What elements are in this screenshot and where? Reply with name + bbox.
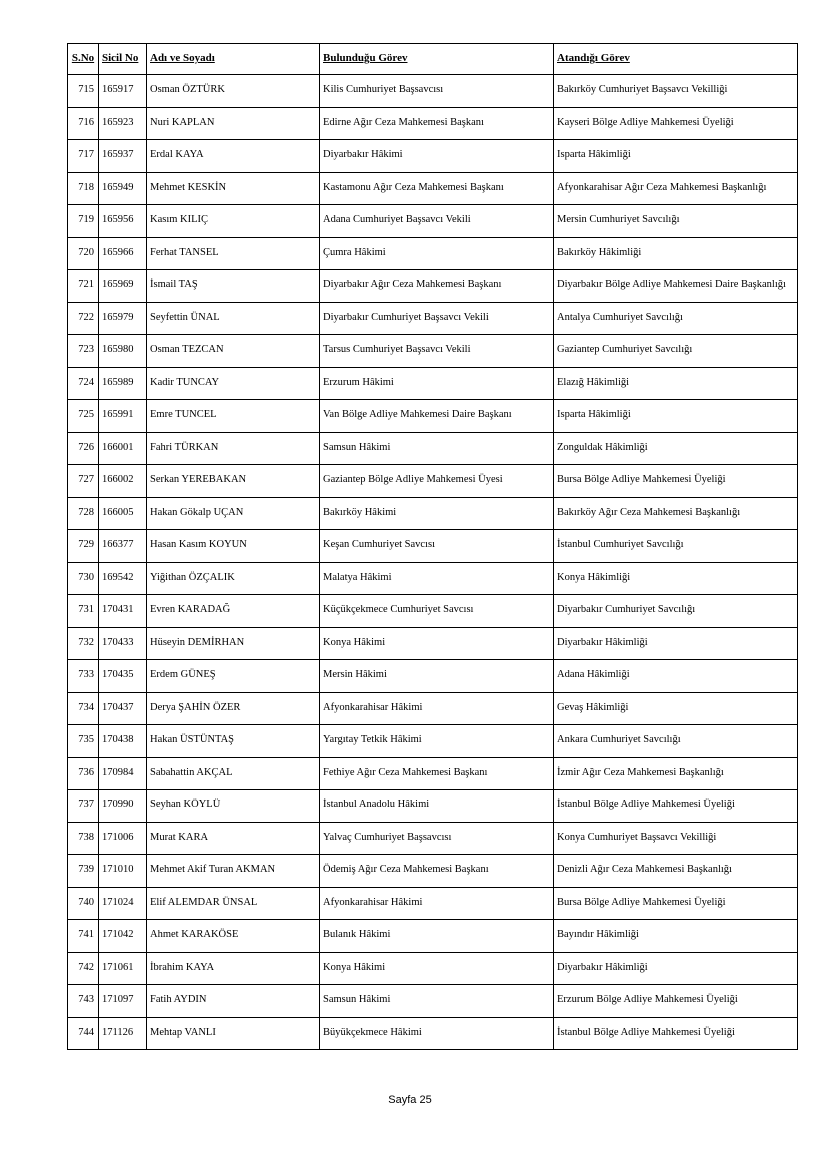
cell-sno: 732 xyxy=(68,627,99,660)
cell-name: Erdem GÜNEŞ xyxy=(147,660,320,693)
cell-assigned-position: İstanbul Bölge Adliye Mahkemesi Üyeliği xyxy=(554,1017,798,1050)
cell-assigned-position: Antalya Cumhuriyet Savcılığı xyxy=(554,302,798,335)
cell-name: Emre TUNCEL xyxy=(147,400,320,433)
cell-sno: 741 xyxy=(68,920,99,953)
table-row xyxy=(68,530,798,563)
cell-sno: 725 xyxy=(68,400,99,433)
cell-assigned-position: Mersin Cumhuriyet Savcılığı xyxy=(554,205,798,238)
cell-current-position: Kastamonu Ağır Ceza Mahkemesi Başkanı xyxy=(320,172,554,205)
header-row xyxy=(68,44,798,75)
cell-assigned-position: Bakırköy Ağır Ceza Mahkemesi Başkanlığı xyxy=(554,497,798,530)
cell-assigned-position: Adana Hâkimliği xyxy=(554,660,798,693)
cell-sicil-no: 170438 xyxy=(99,725,147,758)
cell-sno: 719 xyxy=(68,205,99,238)
table-row xyxy=(68,1017,798,1050)
cell-sno: 738 xyxy=(68,822,99,855)
cell-name: Mehtap VANLI xyxy=(147,1017,320,1050)
table-row xyxy=(68,692,798,725)
cell-sicil-no: 165956 xyxy=(99,205,147,238)
cell-name: Murat KARA xyxy=(147,822,320,855)
cell-sicil-no: 166005 xyxy=(99,497,147,530)
cell-assigned-position: Konya Hâkimliği xyxy=(554,562,798,595)
cell-current-position: Küçükçekmece Cumhuriyet Savcısı xyxy=(320,595,554,628)
cell-name: Elif ALEMDAR ÜNSAL xyxy=(147,887,320,920)
cell-name: Fahri TÜRKAN xyxy=(147,432,320,465)
cell-name: İbrahim KAYA xyxy=(147,952,320,985)
cell-assigned-position: Ankara Cumhuriyet Savcılığı xyxy=(554,725,798,758)
table-row xyxy=(68,140,798,173)
cell-sicil-no: 169542 xyxy=(99,562,147,595)
cell-sno: 727 xyxy=(68,465,99,498)
cell-sicil-no: 166377 xyxy=(99,530,147,563)
cell-sicil-no: 165937 xyxy=(99,140,147,173)
cell-current-position: Afyonkarahisar Hâkimi xyxy=(320,692,554,725)
cell-sicil-no: 171006 xyxy=(99,822,147,855)
cell-sicil-no: 171126 xyxy=(99,1017,147,1050)
cell-current-position: Yargıtay Tetkik Hâkimi xyxy=(320,725,554,758)
cell-assigned-position: Bakırköy Cumhuriyet Başsavcı Vekilliği xyxy=(554,75,798,108)
cell-sicil-no: 171061 xyxy=(99,952,147,985)
cell-assigned-position: Diyarbakır Bölge Adliye Mahkemesi Daire Başkanlığı xyxy=(554,270,798,303)
cell-assigned-position: Erzurum Bölge Adliye Mahkemesi Üyeliği xyxy=(554,985,798,1018)
cell-sicil-no: 170433 xyxy=(99,627,147,660)
cell-assigned-position: İzmir Ağır Ceza Mahkemesi Başkanlığı xyxy=(554,757,798,790)
cell-sno: 728 xyxy=(68,497,99,530)
header-current-position: Bulunduğu Görev xyxy=(320,44,554,75)
cell-name: Mehmet Akif Turan AKMAN xyxy=(147,855,320,888)
cell-sno: 724 xyxy=(68,367,99,400)
table-row xyxy=(68,270,798,303)
cell-sno: 740 xyxy=(68,887,99,920)
table-row xyxy=(68,920,798,953)
cell-sno: 723 xyxy=(68,335,99,368)
table-row xyxy=(68,627,798,660)
cell-assigned-position: Gaziantep Cumhuriyet Savcılığı xyxy=(554,335,798,368)
cell-name: Derya ŞAHİN ÖZER xyxy=(147,692,320,725)
table-header xyxy=(68,44,798,75)
cell-sno: 729 xyxy=(68,530,99,563)
cell-name: Osman ÖZTÜRK xyxy=(147,75,320,108)
cell-sicil-no: 166001 xyxy=(99,432,147,465)
cell-current-position: Diyarbakır Cumhuriyet Başsavcı Vekili xyxy=(320,302,554,335)
cell-assigned-position: İstanbul Bölge Adliye Mahkemesi Üyeliği xyxy=(554,790,798,823)
header-sno: S.No xyxy=(68,44,99,75)
cell-name: Ahmet KARAKÖSE xyxy=(147,920,320,953)
cell-current-position: Adana Cumhuriyet Başsavcı Vekili xyxy=(320,205,554,238)
cell-current-position: Van Bölge Adliye Mahkemesi Daire Başkanı xyxy=(320,400,554,433)
cell-name: Osman TEZCAN xyxy=(147,335,320,368)
cell-current-position: Kilis Cumhuriyet Başsavcısı xyxy=(320,75,554,108)
cell-name: Hasan Kasım KOYUN xyxy=(147,530,320,563)
cell-name: Sabahattin AKÇAL xyxy=(147,757,320,790)
cell-current-position: Diyarbakır Hâkimi xyxy=(320,140,554,173)
cell-current-position: Tarsus Cumhuriyet Başsavcı Vekili xyxy=(320,335,554,368)
cell-sicil-no: 171042 xyxy=(99,920,147,953)
table-row xyxy=(68,237,798,270)
table-row xyxy=(68,562,798,595)
cell-name: Nuri KAPLAN xyxy=(147,107,320,140)
cell-sno: 737 xyxy=(68,790,99,823)
cell-sicil-no: 165966 xyxy=(99,237,147,270)
cell-current-position: Ödemiş Ağır Ceza Mahkemesi Başkanı xyxy=(320,855,554,888)
table-row xyxy=(68,985,798,1018)
cell-sno: 731 xyxy=(68,595,99,628)
cell-current-position: Konya Hâkimi xyxy=(320,952,554,985)
cell-current-position: Mersin Hâkimi xyxy=(320,660,554,693)
cell-name: Hüseyin DEMİRHAN xyxy=(147,627,320,660)
cell-assigned-position: Kayseri Bölge Adliye Mahkemesi Üyeliği xyxy=(554,107,798,140)
cell-assigned-position: Denizli Ağır Ceza Mahkemesi Başkanlığı xyxy=(554,855,798,888)
cell-name: Erdal KAYA xyxy=(147,140,320,173)
cell-sicil-no: 165979 xyxy=(99,302,147,335)
cell-sno: 734 xyxy=(68,692,99,725)
cell-sno: 726 xyxy=(68,432,99,465)
cell-name: Hakan ÜSTÜNTAŞ xyxy=(147,725,320,758)
cell-sicil-no: 171024 xyxy=(99,887,147,920)
cell-current-position: Yalvaç Cumhuriyet Başsavcısı xyxy=(320,822,554,855)
cell-name: Evren KARADAĞ xyxy=(147,595,320,628)
table-row xyxy=(68,887,798,920)
cell-current-position: Bulanık Hâkimi xyxy=(320,920,554,953)
cell-sno: 721 xyxy=(68,270,99,303)
table-row xyxy=(68,107,798,140)
table-row xyxy=(68,205,798,238)
cell-sicil-no: 165980 xyxy=(99,335,147,368)
table-body xyxy=(68,75,798,1050)
cell-sno: 735 xyxy=(68,725,99,758)
cell-name: İsmail TAŞ xyxy=(147,270,320,303)
cell-assigned-position: Konya Cumhuriyet Başsavcı Vekilliği xyxy=(554,822,798,855)
cell-sicil-no: 170435 xyxy=(99,660,147,693)
cell-assigned-position: Zonguldak Hâkimliği xyxy=(554,432,798,465)
cell-sno: 739 xyxy=(68,855,99,888)
cell-assigned-position: Bayındır Hâkimliği xyxy=(554,920,798,953)
cell-name: Kasım KILIÇ xyxy=(147,205,320,238)
cell-assigned-position: Afyonkarahisar Ağır Ceza Mahkemesi Başkanlığı xyxy=(554,172,798,205)
table-row xyxy=(68,790,798,823)
cell-sicil-no: 171010 xyxy=(99,855,147,888)
cell-current-position: Büyükçekmece Hâkimi xyxy=(320,1017,554,1050)
table-row xyxy=(68,952,798,985)
table-row xyxy=(68,660,798,693)
cell-name: Fatih AYDIN xyxy=(147,985,320,1018)
cell-sicil-no: 171097 xyxy=(99,985,147,1018)
cell-sicil-no: 165923 xyxy=(99,107,147,140)
cell-sicil-no: 170984 xyxy=(99,757,147,790)
cell-current-position: Diyarbakır Ağır Ceza Mahkemesi Başkanı xyxy=(320,270,554,303)
cell-current-position: Samsun Hâkimi xyxy=(320,985,554,1018)
cell-sicil-no: 166002 xyxy=(99,465,147,498)
cell-name: Mehmet KESKİN xyxy=(147,172,320,205)
table-row xyxy=(68,822,798,855)
cell-name: Seyhan KÖYLÜ xyxy=(147,790,320,823)
cell-name: Yiğithan ÖZÇALIK xyxy=(147,562,320,595)
table-row xyxy=(68,367,798,400)
table-row xyxy=(68,75,798,108)
cell-assigned-position: Diyarbakır Hâkimliği xyxy=(554,952,798,985)
cell-sicil-no: 170437 xyxy=(99,692,147,725)
cell-sno: 743 xyxy=(68,985,99,1018)
cell-sicil-no: 170431 xyxy=(99,595,147,628)
cell-sno: 733 xyxy=(68,660,99,693)
table-row xyxy=(68,432,798,465)
table-row xyxy=(68,465,798,498)
cell-current-position: Afyonkarahisar Hâkimi xyxy=(320,887,554,920)
cell-sno: 736 xyxy=(68,757,99,790)
header-sicil-no: Sicil No xyxy=(99,44,147,75)
cell-sno: 716 xyxy=(68,107,99,140)
table-row xyxy=(68,497,798,530)
page-number: Sayfa 25 xyxy=(388,1094,432,1106)
cell-assigned-position: Isparta Hâkimliği xyxy=(554,140,798,173)
cell-current-position: Fethiye Ağır Ceza Mahkemesi Başkanı xyxy=(320,757,554,790)
cell-assigned-position: Elazığ Hâkimliği xyxy=(554,367,798,400)
cell-current-position: İstanbul Anadolu Hâkimi xyxy=(320,790,554,823)
cell-sno: 720 xyxy=(68,237,99,270)
cell-assigned-position: Diyarbakır Hâkimliği xyxy=(554,627,798,660)
table-row xyxy=(68,855,798,888)
cell-sicil-no: 170990 xyxy=(99,790,147,823)
table-row xyxy=(68,595,798,628)
cell-sno: 744 xyxy=(68,1017,99,1050)
cell-sno: 718 xyxy=(68,172,99,205)
table-row xyxy=(68,302,798,335)
cell-assigned-position: Gevaş Hâkimliği xyxy=(554,692,798,725)
cell-sicil-no: 165949 xyxy=(99,172,147,205)
cell-assigned-position: Bursa Bölge Adliye Mahkemesi Üyeliği xyxy=(554,465,798,498)
cell-current-position: Keşan Cumhuriyet Savcısı xyxy=(320,530,554,563)
header-name: Adı ve Soyadı xyxy=(147,44,320,75)
cell-current-position: Edirne Ağır Ceza Mahkemesi Başkanı xyxy=(320,107,554,140)
cell-name: Serkan YEREBAKAN xyxy=(147,465,320,498)
cell-current-position: Çumra Hâkimi xyxy=(320,237,554,270)
cell-assigned-position: Diyarbakır Cumhuriyet Savcılığı xyxy=(554,595,798,628)
cell-current-position: Malatya Hâkimi xyxy=(320,562,554,595)
cell-sicil-no: 165917 xyxy=(99,75,147,108)
cell-name: Kadir TUNCAY xyxy=(147,367,320,400)
table-row xyxy=(68,172,798,205)
cell-current-position: Konya Hâkimi xyxy=(320,627,554,660)
cell-sno: 730 xyxy=(68,562,99,595)
cell-sno: 715 xyxy=(68,75,99,108)
cell-sicil-no: 165989 xyxy=(99,367,147,400)
cell-sno: 742 xyxy=(68,952,99,985)
cell-sno: 722 xyxy=(68,302,99,335)
header-assigned-position: Atandığı Görev xyxy=(554,44,798,75)
cell-name: Seyfettin ÜNAL xyxy=(147,302,320,335)
appointment-table xyxy=(67,43,798,1050)
cell-current-position: Samsun Hâkimi xyxy=(320,432,554,465)
table-row xyxy=(68,400,798,433)
cell-current-position: Gaziantep Bölge Adliye Mahkemesi Üyesi xyxy=(320,465,554,498)
cell-current-position: Erzurum Hâkimi xyxy=(320,367,554,400)
cell-sicil-no: 165969 xyxy=(99,270,147,303)
cell-assigned-position: Isparta Hâkimliği xyxy=(554,400,798,433)
cell-current-position: Bakırköy Hâkimi xyxy=(320,497,554,530)
cell-name: Hakan Gökalp UÇAN xyxy=(147,497,320,530)
cell-name: Ferhat TANSEL xyxy=(147,237,320,270)
cell-sicil-no: 165991 xyxy=(99,400,147,433)
cell-assigned-position: Bakırköy Hâkimliği xyxy=(554,237,798,270)
cell-assigned-position: İstanbul Cumhuriyet Savcılığı xyxy=(554,530,798,563)
cell-assigned-position: Bursa Bölge Adliye Mahkemesi Üyeliği xyxy=(554,887,798,920)
cell-sno: 717 xyxy=(68,140,99,173)
table-row xyxy=(68,725,798,758)
table-row xyxy=(68,335,798,368)
table-row xyxy=(68,757,798,790)
